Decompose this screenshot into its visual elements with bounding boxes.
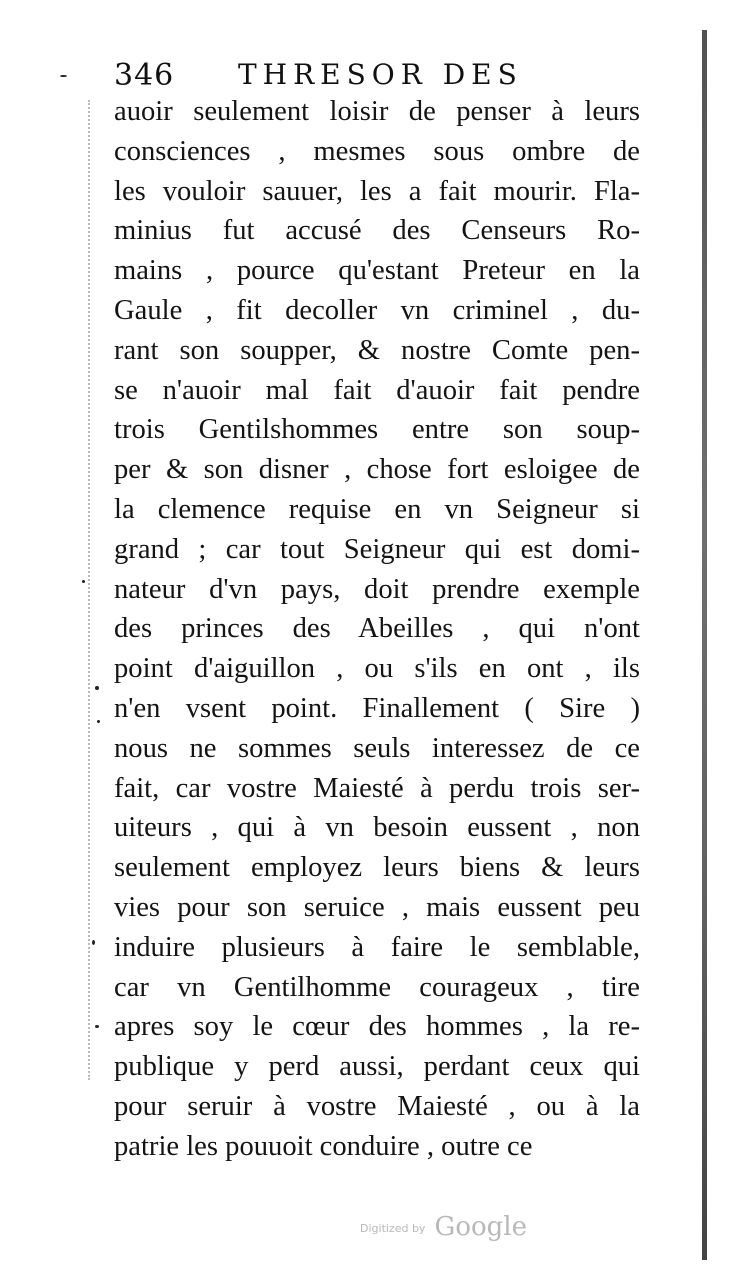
text-line: seulement employez leurs biens & leurs: [114, 852, 640, 884]
text-line: se n'auoir mal fait d'auoir fait pendre: [114, 374, 640, 406]
text-line: vies pour son seruice , mais eussent peu: [114, 891, 640, 923]
body-text: [114, 92, 640, 1167]
ink-speck: [95, 1025, 99, 1028]
text-line: mains , pource qu'estant Preteur en la: [114, 255, 640, 287]
text-line: minius fut accusé des Censeurs Ro-: [114, 215, 640, 247]
text-line: fait, car vostre Maiesté à perdu trois ser-: [114, 772, 640, 804]
digitized-watermark: [360, 1212, 527, 1242]
text-line: uiteurs , qui à vn besoin eussent , non: [114, 812, 640, 844]
text-line: Gaule , fit decoller vn criminel , du-: [114, 294, 640, 326]
ink-speck: [92, 940, 95, 945]
text-line: n'en vsent point. Finallement ( Sire ): [114, 692, 640, 724]
text-line: des princes des Abeilles , qui n'ont: [114, 613, 640, 645]
page-edge-shadow: [702, 30, 707, 1260]
text-line: nous ne sommes seuls interessez de ce: [114, 732, 640, 764]
gutter-shadow: [88, 100, 91, 1080]
text-line: apres soy le cœur des hommes , la re-: [114, 1011, 640, 1043]
watermark-prefix: Digitized by: [360, 1222, 426, 1235]
text-line: pour seruir à vostre Maiesté , ou à la: [114, 1090, 640, 1122]
ink-speck: [97, 720, 100, 723]
text-line: induire plusieurs à faire le semblable,: [114, 931, 640, 963]
text-line: consciences , mesmes sous ombre de: [114, 135, 640, 167]
text-line: nateur d'vn pays, doit prendre exemple: [114, 573, 640, 605]
ink-speck: [95, 686, 99, 690]
text-line: trois Gentilshommes entre son soup-: [114, 414, 640, 446]
text-line: point d'aiguillon , ou s'ils en ont , ils: [114, 653, 640, 685]
running-title: THRESOR DES: [238, 58, 523, 91]
page-number: 346: [114, 58, 175, 93]
page-header: [114, 52, 634, 96]
text-line: auoir seulement loisir de penser à leurs: [114, 96, 640, 127]
watermark-logo: Google: [434, 1212, 527, 1242]
ink-speck: [82, 580, 85, 583]
text-line: publique y perd aussi, perdant ceux qui: [114, 1051, 640, 1083]
text-line: la clemence requise en vn Seigneur si: [114, 493, 640, 525]
text-line: rant son soupper, & nostre Comte pen-: [114, 334, 640, 366]
text-line: patrie les pouuoit conduire , outre ce: [114, 1130, 533, 1162]
text-line: per & son disner , chose fort esloigee de: [114, 454, 640, 486]
text-line: les vouloir sauuer, les a fait mourir. Fla-: [114, 175, 640, 207]
text-line: grand ; car tout Seigneur qui est domi-: [114, 533, 640, 565]
text-line: car vn Gentilhomme courageux , tire: [114, 971, 640, 1003]
ink-speck: [60, 75, 67, 77]
